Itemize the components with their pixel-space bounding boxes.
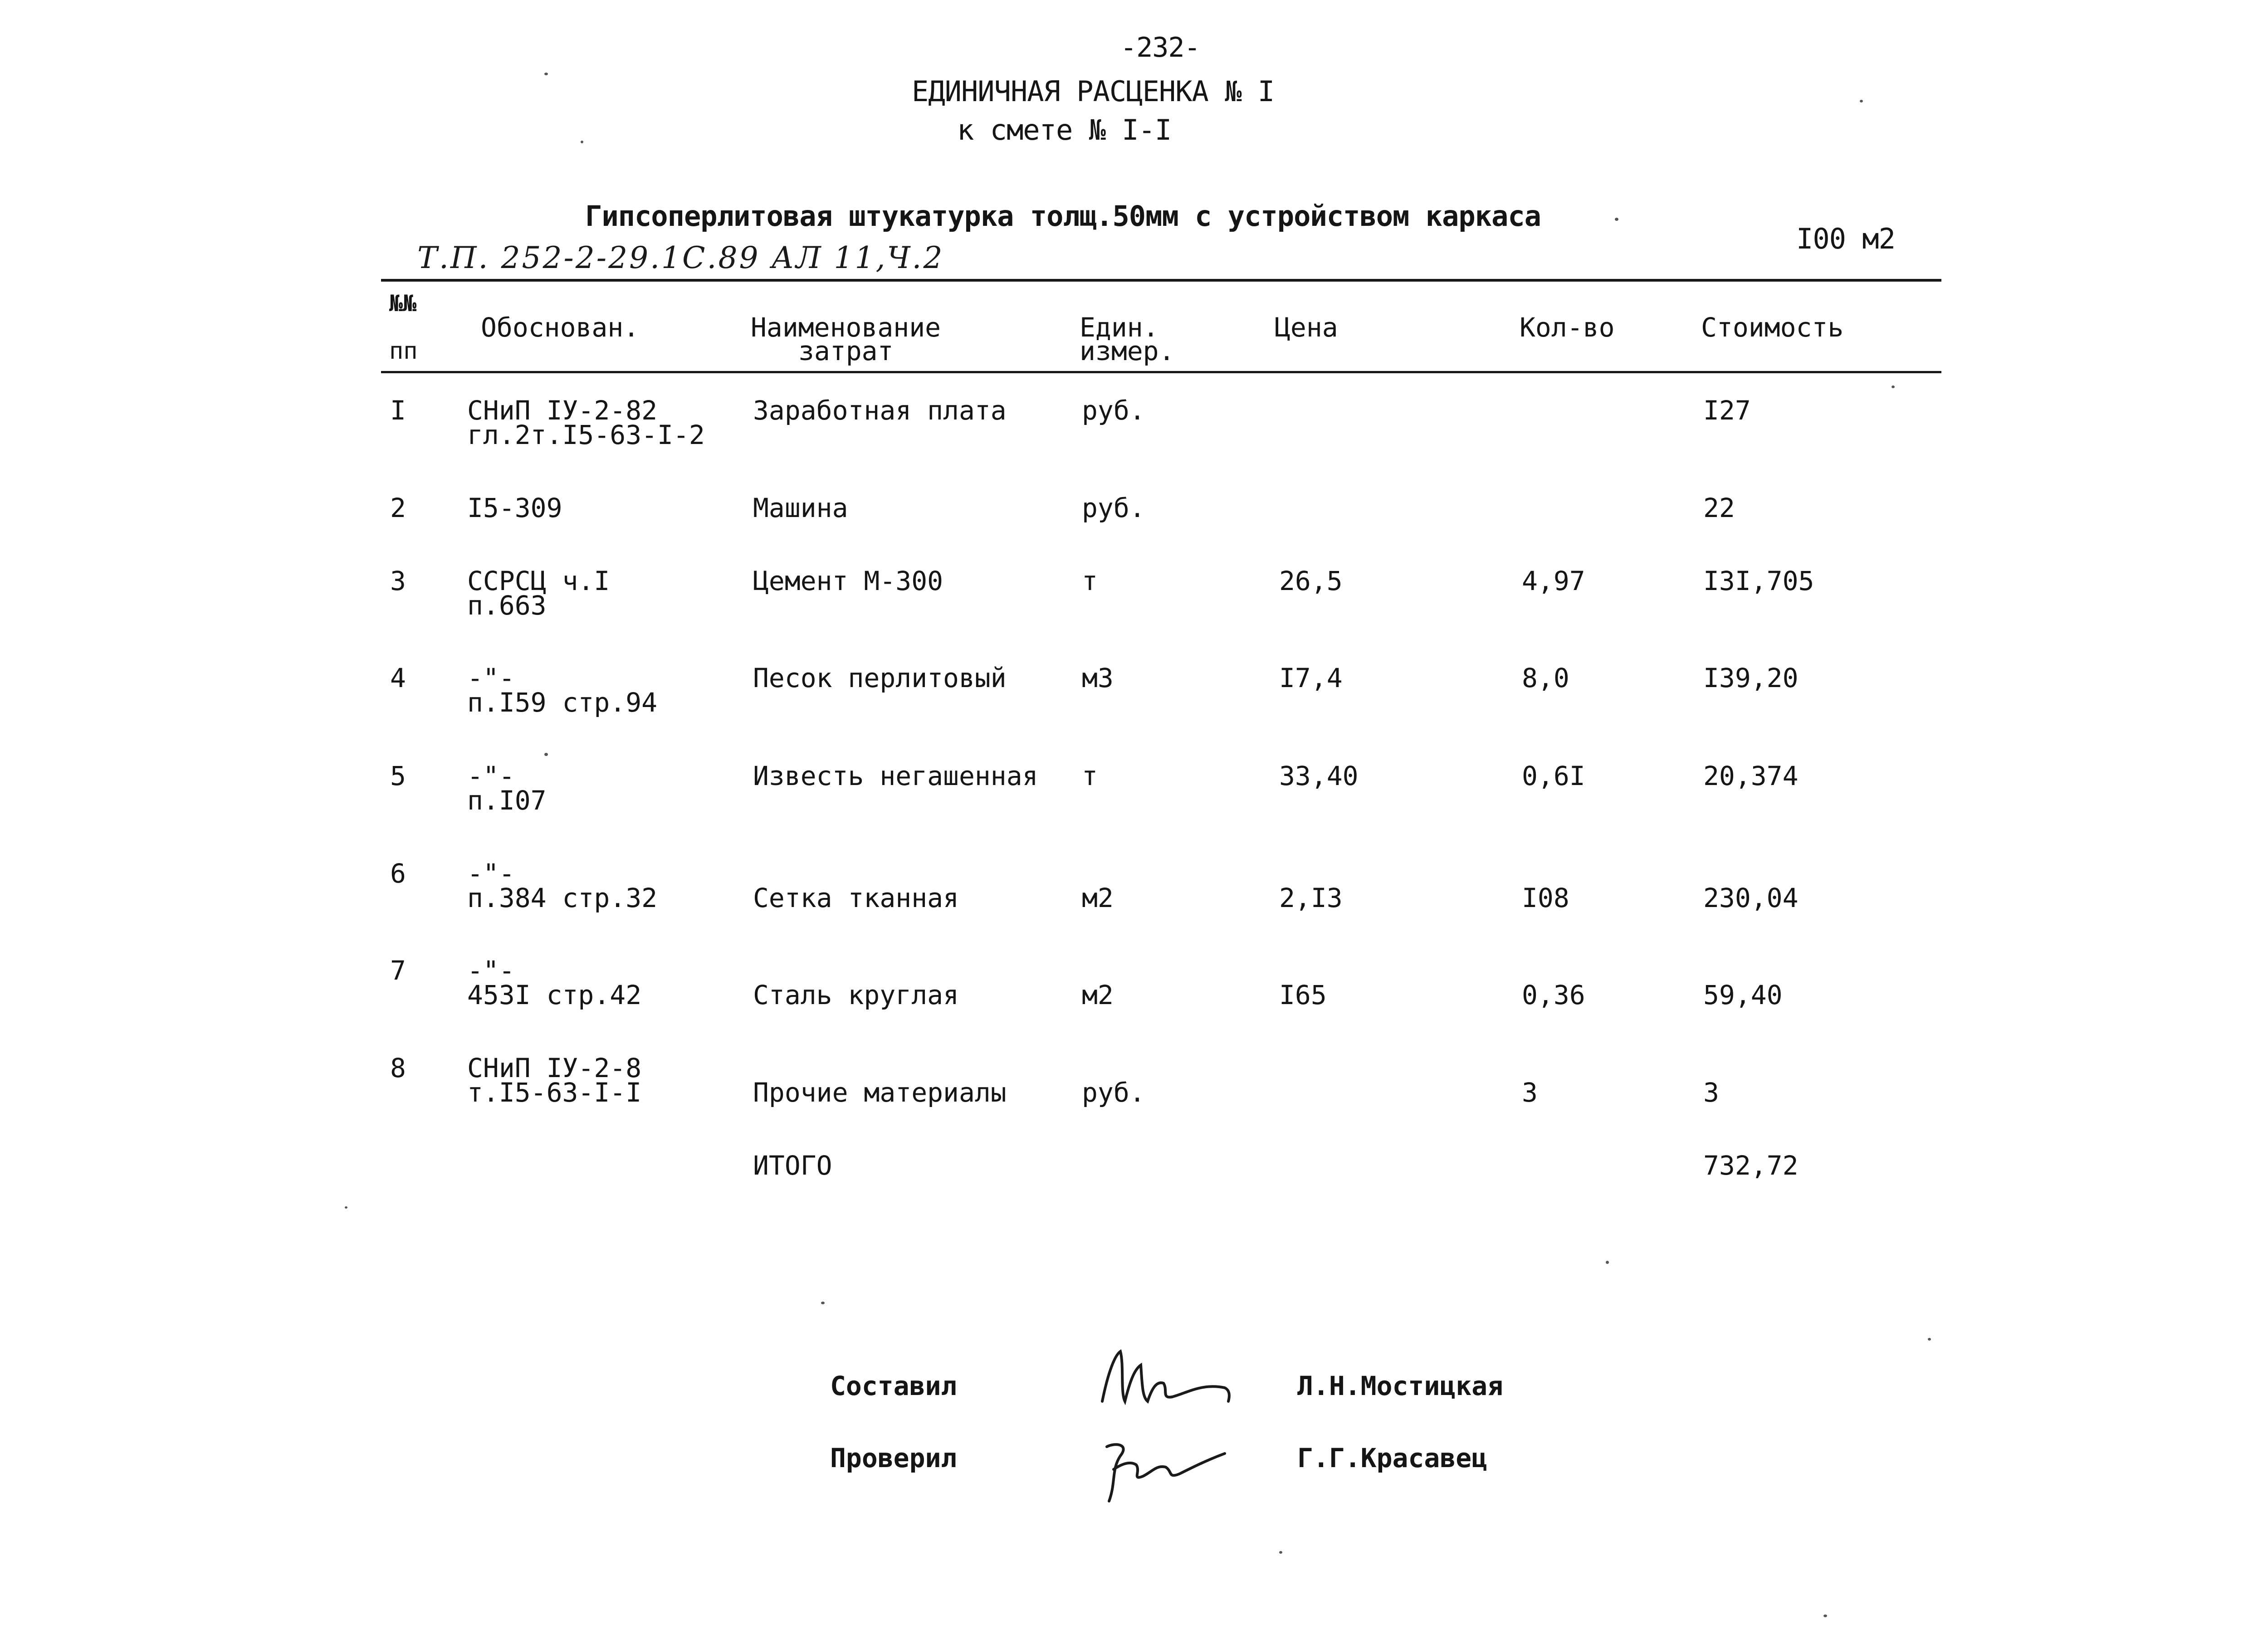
header-name-line1: Наименование: [751, 312, 941, 343]
row-unit: м2: [1082, 883, 1114, 913]
row-price: I65: [1279, 980, 1327, 1010]
header-num-line1: №№: [389, 290, 417, 317]
row-name: Сталь круглая: [753, 980, 959, 1010]
row-name: Прочие материалы: [753, 1077, 1007, 1108]
row-basis-line2: п.I59 стр.94: [467, 687, 658, 718]
row-qty: 4,97: [1522, 566, 1585, 596]
total-value: 732,72: [1703, 1150, 1799, 1181]
row-name: Цемент М-300: [753, 566, 943, 596]
row-num: 3: [390, 566, 406, 596]
checked-label: Проверил: [830, 1443, 957, 1473]
row-basis-line1: СНиП IУ-2-8: [467, 1053, 642, 1083]
row-cost: I39,20: [1703, 663, 1799, 693]
row-price: 2,I3: [1279, 883, 1343, 913]
scan-speck: [544, 73, 548, 75]
row-name: Сетка тканная: [753, 883, 959, 913]
page-number: -232-: [1120, 32, 1200, 63]
row-name: Заработная плата: [753, 395, 1007, 426]
total-label: ИТОГО: [753, 1150, 832, 1181]
row-basis-line2: п.663: [467, 590, 547, 621]
row-cost: 22: [1703, 493, 1735, 523]
row-basis-line1: СНиП IУ-2-82: [467, 395, 658, 426]
work-description: Гипсоперлитовая штукатурка толщ.50мм с устройством каркаса: [585, 200, 1541, 233]
row-num: 6: [390, 858, 406, 889]
checked-name: Г.Г.Красавец: [1297, 1443, 1488, 1473]
row-basis-line1: I5-309: [467, 493, 562, 523]
row-unit: руб.: [1082, 1077, 1145, 1108]
row-num: I: [390, 395, 406, 426]
row-basis-line2: гл.2т.I5-63-I-2: [467, 419, 705, 450]
scan-speck: [1892, 385, 1895, 388]
header-qty: Кол-во: [1520, 312, 1615, 343]
row-qty: 8,0: [1522, 663, 1569, 693]
row-num: 5: [390, 761, 406, 791]
row-unit: руб.: [1082, 493, 1145, 523]
row-basis-line1: -"-: [467, 955, 515, 986]
scan-speck: [1928, 1338, 1931, 1341]
table-top-rule: [381, 279, 1941, 282]
compiled-name: Л.Н.Мостицкая: [1297, 1371, 1503, 1401]
header-unit-line1: Един.: [1080, 312, 1159, 343]
row-num: 4: [390, 663, 406, 693]
scan-speck: [1606, 1261, 1609, 1264]
row-basis-line1: ССРСЦ ч.I: [467, 566, 610, 596]
row-basis-line1: -"-: [467, 663, 515, 693]
row-basis-line2: т.I5-63-I-I: [467, 1077, 642, 1108]
row-qty: I08: [1522, 883, 1569, 913]
row-price: I7,4: [1279, 663, 1343, 693]
row-name: Известь негашенная: [753, 761, 1038, 791]
header-cost: Стоимость: [1701, 312, 1844, 343]
scan-speck: [1823, 1614, 1827, 1617]
scan-speck: [345, 1206, 347, 1209]
row-cost: 59,40: [1703, 980, 1783, 1010]
row-num: 2: [390, 493, 406, 523]
checked-signature: [1089, 1429, 1243, 1519]
work-unit: I00 м2: [1796, 222, 1895, 255]
row-unit: руб.: [1082, 395, 1145, 426]
row-num: 8: [390, 1053, 406, 1083]
row-basis-line1: -"-: [467, 761, 515, 791]
header-unit-line2: измер.: [1080, 336, 1175, 366]
header-price: Цена: [1275, 312, 1338, 343]
scan-speck: [1615, 218, 1618, 221]
row-cost: I27: [1703, 395, 1751, 426]
row-basis-line2: п.I07: [467, 785, 547, 816]
row-unit: м2: [1082, 980, 1114, 1010]
scan-speck: [1279, 1551, 1282, 1554]
scan-speck: [821, 1302, 825, 1304]
row-basis-line2: 453I стр.42: [467, 980, 642, 1010]
row-num: 7: [390, 955, 406, 986]
row-basis-line2: п.384 стр.32: [467, 883, 658, 913]
row-qty: 3: [1522, 1077, 1538, 1108]
row-cost: I3I,705: [1703, 566, 1814, 596]
row-unit: т: [1082, 566, 1098, 596]
row-qty: 0,36: [1522, 980, 1585, 1010]
row-basis-line1: -"-: [467, 858, 515, 889]
scan-speck: [544, 753, 548, 756]
row-unit: м3: [1082, 663, 1114, 693]
row-cost: 230,04: [1703, 883, 1799, 913]
header-num-line2: пп: [389, 337, 418, 365]
compiled-signature: [1089, 1338, 1243, 1419]
row-cost: 20,374: [1703, 761, 1799, 791]
row-name: Машина: [753, 493, 848, 523]
document-title: ЕДИНИЧНАЯ РАСЦЕНКА № I: [912, 75, 1275, 108]
scan-speck: [581, 141, 583, 143]
header-name-line2: затрат: [798, 336, 894, 366]
row-price: 26,5: [1279, 566, 1343, 596]
row-price: 33,40: [1279, 761, 1359, 791]
document-subtitle: к смете № I-I: [957, 113, 1172, 146]
compiled-label: Составил: [830, 1371, 957, 1401]
row-qty: 0,6I: [1522, 761, 1585, 791]
scan-speck: [1860, 100, 1863, 102]
header-basis: Обоснован.: [481, 312, 640, 343]
table-header-rule: [381, 371, 1941, 373]
row-name: Песок перлитовый: [753, 663, 1007, 693]
row-unit: т: [1082, 761, 1098, 791]
handwritten-reference: Т.П. 252-2-29.1С.89 АЛ 11,Ч.2: [417, 240, 944, 275]
row-cost: 3: [1703, 1077, 1719, 1108]
